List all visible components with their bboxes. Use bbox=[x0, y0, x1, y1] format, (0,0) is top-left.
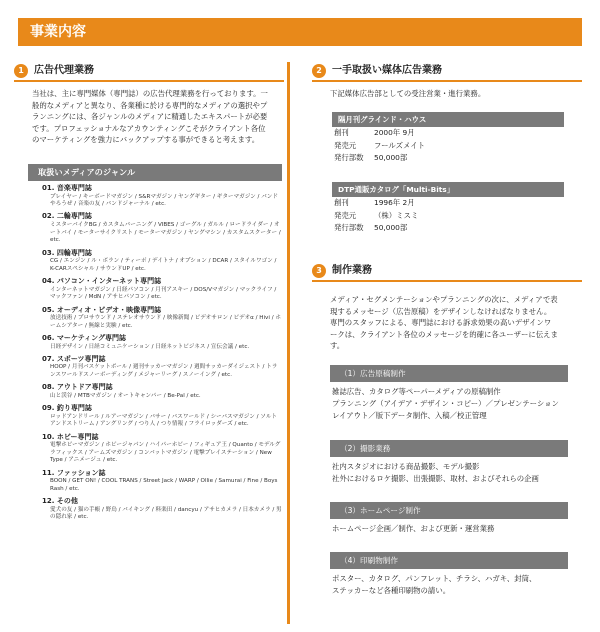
media-value: 1996年 2月 bbox=[374, 198, 415, 207]
media-value: （株）ミスミ bbox=[374, 210, 419, 220]
section-number-badge: 3 bbox=[312, 264, 326, 278]
genre-entry bbox=[42, 383, 282, 400]
section-production bbox=[312, 262, 582, 352]
service-block bbox=[330, 552, 568, 597]
service-body: 社内スタジオにおける商品撮影、モデル撮影 社外におけるロケ撮影、出張撮影、取材、およびそれらの企画 bbox=[332, 462, 539, 483]
genre-entry bbox=[42, 469, 282, 494]
genre-media-list: ミスターバイクBG / カスタムバーニング / VIBES / ゴーグル / ガルル / ロードライダー / オートバイ / モーターサイクリスト / モーターマガジン / ヤングマシン / カスタムスクーター / etc. bbox=[50, 221, 281, 244]
service-title: （3）ホームページ制作 bbox=[330, 502, 568, 519]
media-value: フールズメイト bbox=[374, 140, 425, 150]
media-key: 発売元 bbox=[334, 140, 357, 150]
media-row bbox=[332, 127, 564, 140]
section-body: 当社は、主に専門媒体（専門誌）の広告代理業務を行っております。一般的なメディアと異なり、各業種に於ける専門的なメディアの選択やプランニングには、各ジャンルのメディアに精通したエキスパートが必要です。プロフェッショナルなアカウンティングこそがクライアント各位のマーケティングを強力にバックアップする事ができると考えます。 bbox=[32, 89, 268, 144]
genre-media-list: BOON / GET ON! / COOL TRANS / Street Jack / WARP / Ollie / Samurai / Fine / Boys Rash / etc. bbox=[50, 478, 278, 492]
section-title: 制作業務 bbox=[332, 265, 372, 276]
genre-title: 01. 音楽専門誌 bbox=[42, 184, 92, 192]
media-key: 発行部数 bbox=[334, 223, 364, 232]
media-value: 50,000部 bbox=[374, 153, 408, 162]
section-body: 下記媒体広告部としての受注営業・進行業務。 bbox=[330, 89, 486, 98]
service-title: （4）印刷物制作 bbox=[330, 552, 568, 569]
genre-title: 04. パソコン・インターネット専門誌 bbox=[42, 277, 162, 286]
genre-title: 12. その他 bbox=[42, 497, 78, 506]
genre-title: 06. マーケティング専門誌 bbox=[42, 334, 126, 343]
right-column bbox=[310, 62, 586, 624]
service-title: （1）広告原稿制作 bbox=[330, 365, 568, 382]
section-body: メディア・セグメンテーションやプランニングの次に、メディアで表現するメッセージ（広告原稿）をデザインしなければなりません。専門のスタッフによる、専門誌における訴求効果の高いデザインワークは、クライアント各位のメッセージを的確に各ユーザーに伝えます。 bbox=[330, 295, 558, 350]
genre-title: 05. オーディオ・ビデオ・映像専門誌 bbox=[42, 305, 162, 314]
genre-media-list: 山と渓谷 / MTBマガジン / オートキャンパー / Be-Pal / etc. bbox=[50, 392, 201, 399]
media-value: 50,000部 bbox=[374, 223, 408, 232]
genre-title: 03. 四輪専門誌 bbox=[42, 248, 92, 257]
section-number-badge: 2 bbox=[312, 64, 326, 78]
section-number-badge: 1 bbox=[14, 64, 28, 78]
genre-media-list: 電撃ホビーマガジン / ホビージャパン / ハイパーホビー / フィギュア王 / Quanto / モデルグラフィックス / アームズマガジン / コンバットマガジン / 電撃プレイステーション / New Type / アニメージュ / etc. bbox=[50, 442, 281, 464]
genre-media-list: CG / エンジン / ル・ボラン / ティーポ / デイトナ / オプション / DCAR / スタイルワゴン / K-CARスペシャル / サウンドUP / etc. bbox=[50, 258, 277, 272]
genre-entry bbox=[42, 212, 282, 244]
genre-title: 11. ファッション誌 bbox=[42, 468, 106, 477]
media-value: 2000年 9月 bbox=[374, 128, 415, 137]
media-key: 創刊 bbox=[334, 128, 349, 137]
section-title: 一手取扱い媒体広告業務 bbox=[332, 65, 442, 76]
genre-title: 07. スポーツ専門誌 bbox=[42, 354, 106, 363]
genre-title: 10. ホビー専門誌 bbox=[42, 432, 99, 441]
genre-title: 09. 釣り専門誌 bbox=[42, 404, 92, 413]
genre-media-list: 日経デザイン / 日経コミュニケーション / 日経ネットビジネス / 宣伝会議 / etc. bbox=[50, 343, 250, 350]
genre-entry bbox=[42, 249, 282, 274]
media-name: DTP通販カタログ「Multi-Bits」 bbox=[332, 182, 564, 197]
section-heading bbox=[312, 262, 582, 282]
genre-media-list: HOOP / 月刊バスケットボール / 週刊サッカーマガジン / 週間サッカーダイジェスト / トランスワールドスノーボーディング / メジャーリーグ / スノーイング / etc. bbox=[50, 364, 278, 378]
media-row bbox=[332, 222, 564, 235]
genre-entry bbox=[42, 404, 282, 429]
genre-entry bbox=[42, 277, 282, 302]
service-body: ホームページ企画／制作、および更新・運営業務 bbox=[332, 524, 495, 533]
genre-media-list: ロッドアンドリール / ルアーマガジン / バサー / バスワールド / シーバスマガジン / ソルトアンドストリーム / アングリング / つり人 / つり情報 / フライロッダーズ / etc. bbox=[50, 413, 278, 428]
media-key: 発行部数 bbox=[334, 153, 364, 162]
service-body: ポスター、カタログ、パンフレット、チラシ、ハガキ、封筒、 ステッカーなど各種印刷物の請い。 bbox=[332, 574, 537, 595]
media-name: 隔月刊グラインド・ハウス bbox=[332, 112, 564, 127]
page-title: 事業内容 bbox=[18, 18, 582, 46]
service-body: 雑誌広告、カタログ等ペーパーメディアの原稿制作 プランニング（アイデア・デザイン・コピー）／プレゼンテーション レイアウト／版下データ制作、入稿／校正管理 bbox=[332, 387, 559, 420]
section-heading bbox=[14, 62, 284, 82]
service-block bbox=[330, 440, 568, 485]
genre-entry bbox=[42, 355, 282, 380]
left-column bbox=[14, 62, 290, 624]
section-advertising-agency bbox=[14, 62, 284, 146]
service-block bbox=[330, 502, 568, 535]
media-row bbox=[332, 152, 564, 165]
genre-entry bbox=[42, 184, 282, 209]
media-row bbox=[332, 210, 564, 223]
service-title: （2）撮影業務 bbox=[330, 440, 568, 457]
media-row bbox=[332, 140, 564, 153]
genre-media-list: 放送技術 / プロサウンド / ステレオサウンド / 映像新聞 / ビデオサロン / ビデオα / Hivi / ホームシアター / 無線と実験 / etc. bbox=[50, 315, 281, 329]
genre-heading: 取扱いメディアのジャンル bbox=[28, 164, 282, 181]
genre-entry bbox=[42, 306, 282, 331]
section-exclusive-media bbox=[312, 62, 582, 100]
genre-media-list: プレイヤー / キーボードマガジン / S&Rマガジン / ヤングギター / ギターマガジン / バンドやろうぜ / 音楽の友 / バンドジャーナル / etc. bbox=[50, 193, 278, 208]
genre-media-list: インターネットマガジン / 日経パソコン / 月刊アスキー / DOS/Vマガジン / マックライフ / マックファン / MdN / アサヒパソコン / etc. bbox=[50, 286, 277, 301]
media-key: 創刊 bbox=[334, 198, 349, 207]
genre-entry bbox=[42, 433, 282, 465]
media-key: 発売元 bbox=[334, 210, 357, 220]
service-block bbox=[330, 365, 568, 422]
section-title: 広告代理業務 bbox=[34, 65, 94, 76]
genre-entry bbox=[42, 497, 282, 522]
genre-entry bbox=[42, 334, 282, 351]
section-heading bbox=[312, 62, 582, 82]
media-card bbox=[332, 182, 564, 235]
genre-title: 02. 二輪専門誌 bbox=[42, 212, 92, 221]
genre-list bbox=[28, 181, 282, 522]
media-row bbox=[332, 197, 564, 210]
media-card bbox=[332, 112, 564, 165]
genre-media-list: 愛犬の友 / 猫の手帳 / 野鳥 / バイキング / 料楽田 / dancyu / アサヒカメラ / 日本カメラ / 男の隠れ家 / etc. bbox=[50, 506, 282, 521]
media-genre-box bbox=[28, 164, 282, 618]
genre-title: 08. アウトドア専門誌 bbox=[42, 383, 113, 392]
